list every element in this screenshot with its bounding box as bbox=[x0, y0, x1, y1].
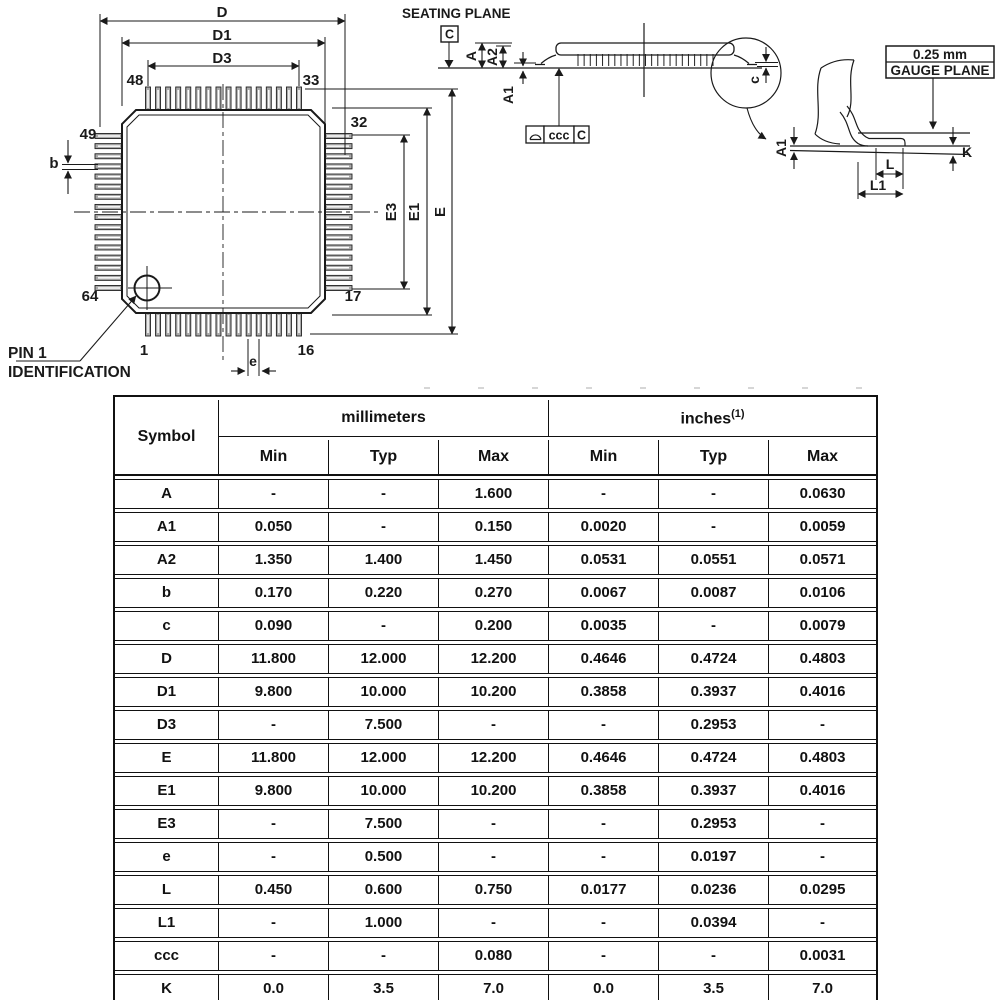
value-cell: 0.3858 bbox=[549, 677, 659, 707]
value-cell: - bbox=[219, 479, 329, 509]
value-cell: 10.200 bbox=[439, 677, 549, 707]
gauge-offset-label: 0.25 mm bbox=[912, 47, 968, 62]
bent-lead bbox=[840, 106, 905, 146]
value-cell: 0.4803 bbox=[769, 743, 876, 773]
symbol-cell: K bbox=[115, 974, 219, 1000]
symbol-cell: D3 bbox=[115, 710, 219, 740]
value-cell: 0.200 bbox=[439, 611, 549, 641]
value-cell: 0.450 bbox=[219, 875, 329, 905]
value-cell: - bbox=[219, 842, 329, 872]
dim-label-k: K bbox=[961, 144, 973, 160]
value-cell: 0.2953 bbox=[659, 809, 769, 839]
table-row bbox=[115, 809, 876, 839]
value-cell: 0.0295 bbox=[769, 875, 876, 905]
table-row bbox=[115, 710, 876, 740]
value-cell: 0.4646 bbox=[549, 743, 659, 773]
value-cell: - bbox=[439, 842, 549, 872]
value-cell: 0.4016 bbox=[769, 677, 876, 707]
pin-number-33: 33 bbox=[302, 72, 320, 89]
symbol-cell: ccc bbox=[115, 941, 219, 971]
value-cell: 0.220 bbox=[329, 578, 439, 608]
pin-number-48: 48 bbox=[126, 72, 144, 89]
symbol-cell: L1 bbox=[115, 908, 219, 938]
mm-typ-header: Typ bbox=[329, 440, 439, 476]
value-cell: 1.450 bbox=[439, 545, 549, 575]
dim-label-a: A bbox=[463, 50, 479, 62]
value-cell: 1.350 bbox=[219, 545, 329, 575]
value-cell: 1.400 bbox=[329, 545, 439, 575]
value-cell: - bbox=[329, 941, 439, 971]
millimeters-group-header: millimeters bbox=[219, 400, 549, 437]
lead-body-break bbox=[815, 60, 854, 144]
dim-label-d1: D1 bbox=[212, 27, 232, 44]
value-cell: 0.2953 bbox=[659, 710, 769, 740]
dimensions-table bbox=[113, 395, 878, 1000]
pin-number-32: 32 bbox=[350, 114, 368, 131]
symbol-cell: A2 bbox=[115, 545, 219, 575]
table-row bbox=[115, 479, 876, 509]
table-row bbox=[115, 677, 876, 707]
dim-label-l1: L1 bbox=[869, 177, 887, 193]
package-top-view bbox=[8, 4, 458, 381]
table-row bbox=[115, 776, 876, 806]
pin-number-1: 1 bbox=[139, 342, 149, 359]
value-cell: - bbox=[769, 842, 876, 872]
pin1-identification-label-line2: IDENTIFICATION bbox=[8, 364, 131, 381]
value-cell: 0.0394 bbox=[659, 908, 769, 938]
symbol-cell: L bbox=[115, 875, 219, 905]
value-cell: 0.4803 bbox=[769, 644, 876, 674]
table-row bbox=[115, 611, 876, 641]
value-cell: 0.4724 bbox=[659, 743, 769, 773]
mechanical-drawing bbox=[0, 0, 1000, 394]
value-cell: 0.0236 bbox=[659, 875, 769, 905]
value-cell: - bbox=[659, 479, 769, 509]
value-cell: 0.4646 bbox=[549, 644, 659, 674]
dim-label-a1-side: A1 bbox=[500, 86, 516, 104]
value-cell: - bbox=[659, 941, 769, 971]
mm-min-header: Min bbox=[219, 440, 329, 476]
symbol-cell: c bbox=[115, 611, 219, 641]
symbol-cell: E1 bbox=[115, 776, 219, 806]
inches-group-header: inches$^{(1)}$ bbox=[549, 400, 876, 437]
value-cell: 9.800 bbox=[219, 776, 329, 806]
value-cell: 0.3858 bbox=[549, 776, 659, 806]
value-cell: - bbox=[549, 710, 659, 740]
value-cell: 11.800 bbox=[219, 644, 329, 674]
inches-footnote-marker: (1) bbox=[731, 407, 745, 420]
value-cell: 0.0106 bbox=[769, 578, 876, 608]
dim-label-b: b bbox=[49, 155, 59, 172]
table-row bbox=[115, 842, 876, 872]
value-cell: 0.150 bbox=[439, 512, 549, 542]
value-cell: 10.000 bbox=[329, 776, 439, 806]
value-cell: 3.5 bbox=[659, 974, 769, 1000]
value-cell: - bbox=[439, 908, 549, 938]
value-cell: - bbox=[329, 479, 439, 509]
pin-number-64: 64 bbox=[81, 288, 99, 305]
value-cell: 12.200 bbox=[439, 644, 549, 674]
value-cell: - bbox=[439, 710, 549, 740]
in-max-header: Max bbox=[769, 440, 876, 476]
value-cell: 7.500 bbox=[329, 710, 439, 740]
value-cell: 0.0020 bbox=[549, 512, 659, 542]
symbol-cell: D bbox=[115, 644, 219, 674]
table-row bbox=[115, 974, 876, 1000]
value-cell: 12.000 bbox=[329, 644, 439, 674]
fcf-datum-label: C bbox=[576, 128, 587, 143]
detail-view-circle bbox=[711, 38, 781, 108]
value-cell: 0.050 bbox=[219, 512, 329, 542]
value-cell: 0.0067 bbox=[549, 578, 659, 608]
value-cell: - bbox=[549, 842, 659, 872]
value-cell: - bbox=[219, 809, 329, 839]
value-cell: 0.080 bbox=[439, 941, 549, 971]
value-cell: 12.200 bbox=[439, 743, 549, 773]
table-row bbox=[115, 875, 876, 905]
value-cell: 10.200 bbox=[439, 776, 549, 806]
table-row bbox=[115, 545, 876, 575]
table-row bbox=[115, 578, 876, 608]
value-cell: - bbox=[549, 809, 659, 839]
value-cell: - bbox=[769, 809, 876, 839]
value-cell: - bbox=[549, 941, 659, 971]
value-cell: 0.090 bbox=[219, 611, 329, 641]
value-cell: 0.750 bbox=[439, 875, 549, 905]
value-cell: - bbox=[659, 611, 769, 641]
mm-max-header: Max bbox=[439, 440, 549, 476]
symbol-cell: E bbox=[115, 743, 219, 773]
dim-label-d3: D3 bbox=[212, 50, 232, 67]
value-cell: 0.0571 bbox=[769, 545, 876, 575]
value-cell: 0.270 bbox=[439, 578, 549, 608]
symbol-cell: D1 bbox=[115, 677, 219, 707]
value-cell: 3.5 bbox=[329, 974, 439, 1000]
value-cell: - bbox=[329, 512, 439, 542]
gauge-plane-label: GAUGE PLANE bbox=[890, 63, 990, 78]
value-cell: 0.170 bbox=[219, 578, 329, 608]
value-cell: 0.0531 bbox=[549, 545, 659, 575]
value-cell: - bbox=[769, 710, 876, 740]
value-cell: 0.0197 bbox=[659, 842, 769, 872]
symbol-cell: E3 bbox=[115, 809, 219, 839]
table-row bbox=[115, 743, 876, 773]
value-cell: - bbox=[549, 908, 659, 938]
value-cell: 1.600 bbox=[439, 479, 549, 509]
value-cell: 0.4724 bbox=[659, 644, 769, 674]
value-cell: 0.600 bbox=[329, 875, 439, 905]
in-min-header: Min bbox=[549, 440, 659, 476]
dim-label-d: D bbox=[216, 4, 228, 21]
value-cell: 9.800 bbox=[219, 677, 329, 707]
value-cell: 0.0035 bbox=[549, 611, 659, 641]
value-cell: 0.500 bbox=[329, 842, 439, 872]
value-cell: 7.0 bbox=[769, 974, 876, 1000]
value-cell: - bbox=[219, 710, 329, 740]
value-cell: - bbox=[439, 809, 549, 839]
value-cell: 0.0079 bbox=[769, 611, 876, 641]
symbol-cell: b bbox=[115, 578, 219, 608]
gauge-plane-detail bbox=[773, 46, 994, 199]
value-cell: - bbox=[219, 908, 329, 938]
value-cell: 0.0177 bbox=[549, 875, 659, 905]
dim-label-a2: A2 bbox=[484, 48, 500, 66]
value-cell: 0.0059 bbox=[769, 512, 876, 542]
value-cell: 0.4016 bbox=[769, 776, 876, 806]
value-cell: 0.0630 bbox=[769, 479, 876, 509]
dim-label-a1-gauge: A1 bbox=[773, 139, 789, 157]
table-row bbox=[115, 908, 876, 938]
dim-label-c: c bbox=[746, 76, 762, 84]
dim-label-e-pitch: e bbox=[249, 353, 257, 369]
value-cell: 7.500 bbox=[329, 809, 439, 839]
package-side-view bbox=[402, 6, 781, 143]
datum-c-label: C bbox=[444, 27, 455, 42]
value-cell: 12.000 bbox=[329, 743, 439, 773]
value-cell: 1.000 bbox=[329, 908, 439, 938]
right-lead bbox=[734, 55, 757, 65]
left-lead bbox=[535, 55, 556, 65]
value-cell: - bbox=[659, 512, 769, 542]
value-cell: 0.3937 bbox=[659, 776, 769, 806]
value-cell: 0.3937 bbox=[659, 677, 769, 707]
symbol-column-header: Symbol bbox=[115, 400, 219, 476]
value-cell: 10.000 bbox=[329, 677, 439, 707]
value-cell: 0.0031 bbox=[769, 941, 876, 971]
value-cell: 11.800 bbox=[219, 743, 329, 773]
symbol-cell: A1 bbox=[115, 512, 219, 542]
fcf-tolerance-label: ccc bbox=[548, 128, 570, 143]
seating-plane-label: SEATING PLANE bbox=[402, 6, 511, 21]
symbol-cell: e bbox=[115, 842, 219, 872]
value-cell: - bbox=[549, 479, 659, 509]
dimensions-table-body bbox=[115, 479, 876, 1000]
pin-number-16: 16 bbox=[297, 342, 315, 359]
value-cell: - bbox=[769, 908, 876, 938]
value-cell: 0.0 bbox=[219, 974, 329, 1000]
dim-label-e1: E1 bbox=[406, 202, 423, 222]
pin-number-17: 17 bbox=[344, 288, 362, 305]
table-row bbox=[115, 512, 876, 542]
value-cell: 0.0 bbox=[549, 974, 659, 1000]
value-cell: 7.0 bbox=[439, 974, 549, 1000]
dim-label-e3: E3 bbox=[383, 202, 400, 222]
symbol-cell: A bbox=[115, 479, 219, 509]
pin-number-49: 49 bbox=[79, 126, 97, 143]
value-cell: 0.0551 bbox=[659, 545, 769, 575]
table-row bbox=[115, 644, 876, 674]
value-cell: 0.0087 bbox=[659, 578, 769, 608]
package-body-outline bbox=[122, 110, 325, 313]
package-body-side bbox=[556, 43, 734, 55]
dim-label-e: E bbox=[432, 206, 449, 218]
value-cell: - bbox=[329, 611, 439, 641]
dim-label-l: L bbox=[885, 156, 895, 172]
table-row bbox=[115, 941, 876, 971]
pin1-identification-label-line1: PIN 1 bbox=[8, 345, 47, 362]
in-typ-header: Typ bbox=[659, 440, 769, 476]
value-cell: - bbox=[219, 941, 329, 971]
